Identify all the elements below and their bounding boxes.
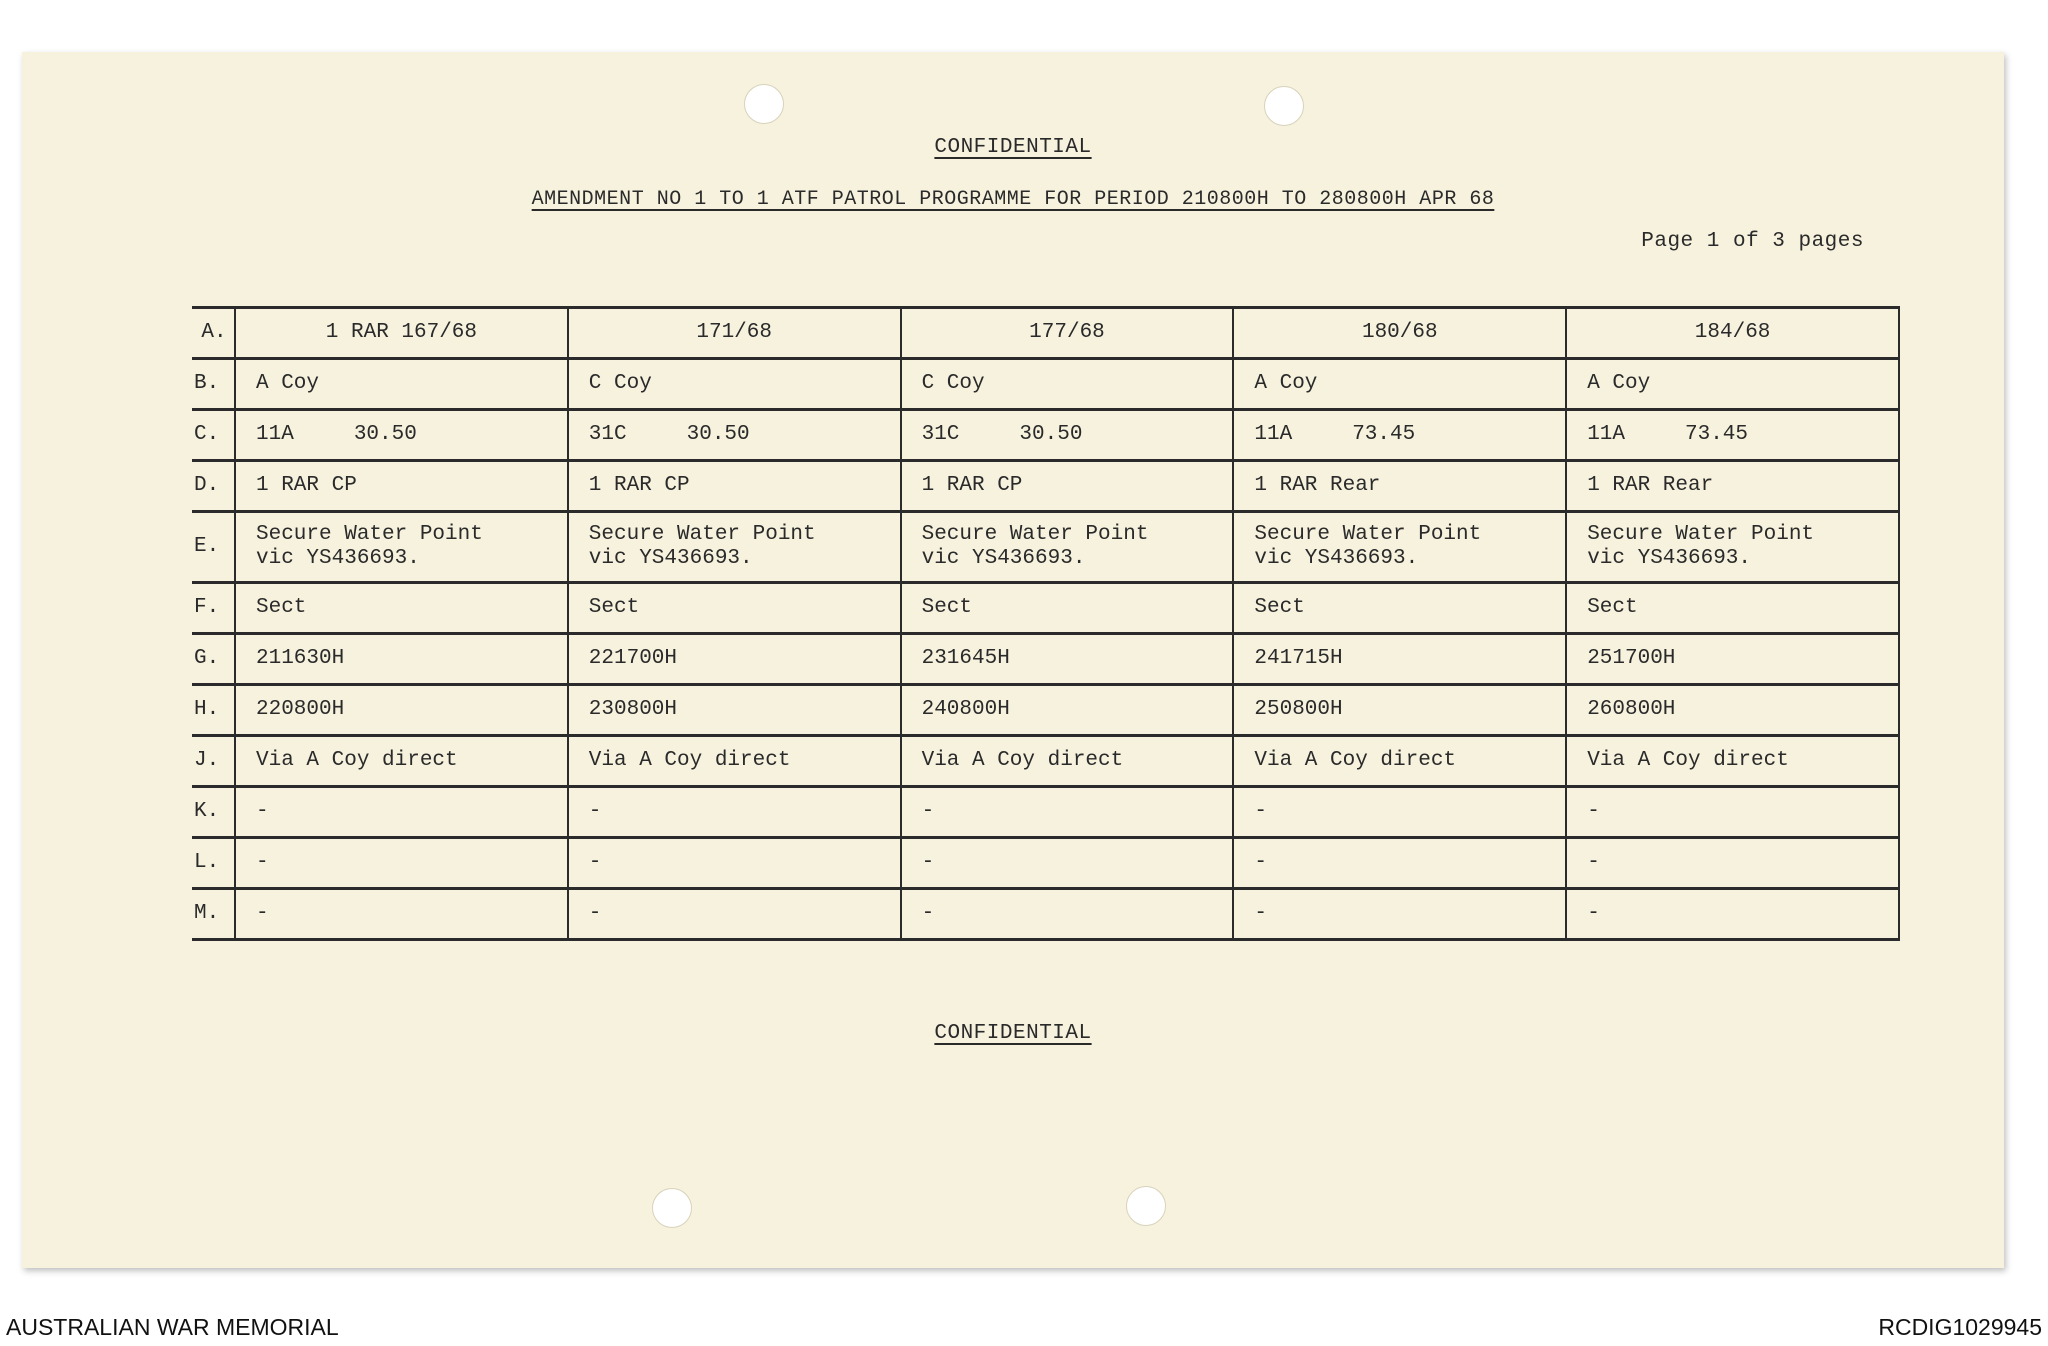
row-label: C. — [192, 410, 235, 461]
table-row — [192, 634, 1899, 685]
table-cell: 1 RAR CP — [235, 461, 568, 512]
table-cell: 1 RAR Rear — [1233, 461, 1566, 512]
table-cell: - — [235, 889, 568, 940]
document-title: AMENDMENT NO 1 TO 1 ATF PATROL PROGRAMME FOR PERIOD 210800H TO 280800H APR 68 — [531, 188, 1495, 211]
table-row — [192, 787, 1899, 838]
cell-line: vic YS436693. — [256, 547, 420, 570]
row-label: A. — [192, 308, 235, 359]
table-cell — [1566, 512, 1899, 583]
table-cell: C Coy — [568, 359, 901, 410]
classification-bottom: CONFIDENTIAL — [934, 1022, 1092, 1045]
page-info: Page 1 of 3 pages — [1641, 230, 1864, 253]
table-row — [192, 685, 1899, 736]
archive-footer — [0, 1306, 2048, 1346]
table-cell: 260800H — [1566, 685, 1899, 736]
cell-line: vic YS436693. — [1254, 547, 1419, 570]
table-row — [192, 838, 1899, 889]
cell-value: 73.45 — [1685, 422, 1749, 446]
table-cell: - — [901, 838, 1234, 889]
table-cell: A Coy — [1566, 359, 1899, 410]
document-sheet — [22, 52, 2004, 1268]
table-cell: - — [568, 889, 901, 940]
cell-grid-ref: 11A — [1587, 422, 1625, 446]
table-cell: - — [1233, 838, 1566, 889]
cell-line: vic YS436693. — [588, 547, 753, 570]
table-cell: - — [568, 838, 901, 889]
table-cell: Sect — [901, 583, 1234, 634]
punch-hole — [652, 1188, 692, 1228]
row-label: F. — [192, 583, 235, 634]
classification-top: CONFIDENTIAL — [934, 136, 1092, 159]
table-cell: 240800H — [901, 685, 1234, 736]
table-cell: Sect — [235, 583, 568, 634]
table-row — [192, 308, 1899, 359]
table-cell: Via A Coy direct — [1233, 736, 1566, 787]
cell-value: 30.50 — [686, 422, 750, 446]
punch-hole — [1264, 86, 1304, 126]
table-cell: Sect — [1566, 583, 1899, 634]
row-label: G. — [192, 634, 235, 685]
cell-line: Secure Water Point — [588, 522, 816, 546]
table-cell: A Coy — [235, 359, 568, 410]
table-cell: 1 RAR Rear — [1566, 461, 1899, 512]
patrol-programme-table — [192, 306, 1900, 941]
cell-value: 30.50 — [353, 422, 417, 446]
cell-grid-ref: 11A — [256, 422, 294, 446]
table-row — [192, 461, 1899, 512]
footer-archive-id: RCDIG1029945 — [1878, 1314, 2042, 1340]
table-cell: 231645H — [901, 634, 1234, 685]
table-cell: 171/68 — [568, 308, 901, 359]
row-label: E. — [192, 512, 235, 583]
row-label: K. — [192, 787, 235, 838]
row-label: J. — [192, 736, 235, 787]
table-cell: Via A Coy direct — [235, 736, 568, 787]
table-cell: 211630H — [235, 634, 568, 685]
table-cell: 1 RAR CP — [901, 461, 1234, 512]
table-cell: C Coy — [901, 359, 1234, 410]
table-row — [192, 359, 1899, 410]
table-cell — [1233, 410, 1566, 461]
table-cell: - — [568, 787, 901, 838]
table-cell: - — [901, 787, 1234, 838]
table-cell: - — [235, 838, 568, 889]
table-cell: Via A Coy direct — [901, 736, 1234, 787]
table-row — [192, 889, 1899, 940]
cell-grid-ref: 11A — [1254, 422, 1293, 446]
table-cell: - — [1233, 787, 1566, 838]
table-cell: 220800H — [235, 685, 568, 736]
table-row — [192, 512, 1899, 583]
table-cell: 230800H — [568, 685, 901, 736]
row-label: H. — [192, 685, 235, 736]
table-cell: - — [1233, 889, 1566, 940]
table-cell: 250800H — [1233, 685, 1566, 736]
cell-line: Secure Water Point — [1254, 522, 1482, 546]
table-row — [192, 410, 1899, 461]
cell-line: vic YS436693. — [921, 547, 1086, 570]
table-cell — [568, 410, 901, 461]
row-label: M. — [192, 889, 235, 940]
punch-hole — [744, 84, 784, 124]
row-label: B. — [192, 359, 235, 410]
cell-grid-ref: 31C — [588, 422, 627, 446]
table-cell: A Coy — [1233, 359, 1566, 410]
cell-line: Secure Water Point — [256, 522, 483, 546]
table-cell — [901, 512, 1234, 583]
table-cell: - — [1566, 838, 1899, 889]
table-cell — [1566, 410, 1899, 461]
punch-hole — [1126, 1186, 1166, 1226]
table-row — [192, 583, 1899, 634]
table-cell: 241715H — [1233, 634, 1566, 685]
cell-value: 73.45 — [1352, 422, 1416, 446]
table-cell: Via A Coy direct — [1566, 736, 1899, 787]
table-cell — [901, 410, 1234, 461]
footer-archive-name: AUSTRALIAN WAR MEMORIAL — [6, 1314, 339, 1340]
cell-line: vic YS436693. — [1587, 547, 1752, 570]
table-cell: 180/68 — [1233, 308, 1566, 359]
table-cell: 177/68 — [901, 308, 1234, 359]
table-cell: - — [901, 889, 1234, 940]
table-cell: 251700H — [1566, 634, 1899, 685]
row-label: D. — [192, 461, 235, 512]
table-cell: - — [235, 787, 568, 838]
table-cell: - — [1566, 787, 1899, 838]
cell-line: Secure Water Point — [921, 522, 1149, 546]
table-cell — [235, 512, 568, 583]
table-cell — [1233, 512, 1566, 583]
table-cell: 1 RAR CP — [568, 461, 901, 512]
table-cell — [568, 512, 901, 583]
table-cell: 221700H — [568, 634, 901, 685]
table-cell: 1 RAR 167/68 — [235, 308, 568, 359]
cell-line: Secure Water Point — [1587, 522, 1815, 546]
table-cell — [235, 410, 568, 461]
row-label: L. — [192, 838, 235, 889]
cell-value: 30.50 — [1019, 422, 1083, 446]
table-cell: - — [1566, 889, 1899, 940]
cell-grid-ref: 31C — [921, 422, 960, 446]
table-cell: Sect — [568, 583, 901, 634]
table-cell: Sect — [1233, 583, 1566, 634]
table-cell: Via A Coy direct — [568, 736, 901, 787]
table-cell: 184/68 — [1566, 308, 1899, 359]
table-row — [192, 736, 1899, 787]
